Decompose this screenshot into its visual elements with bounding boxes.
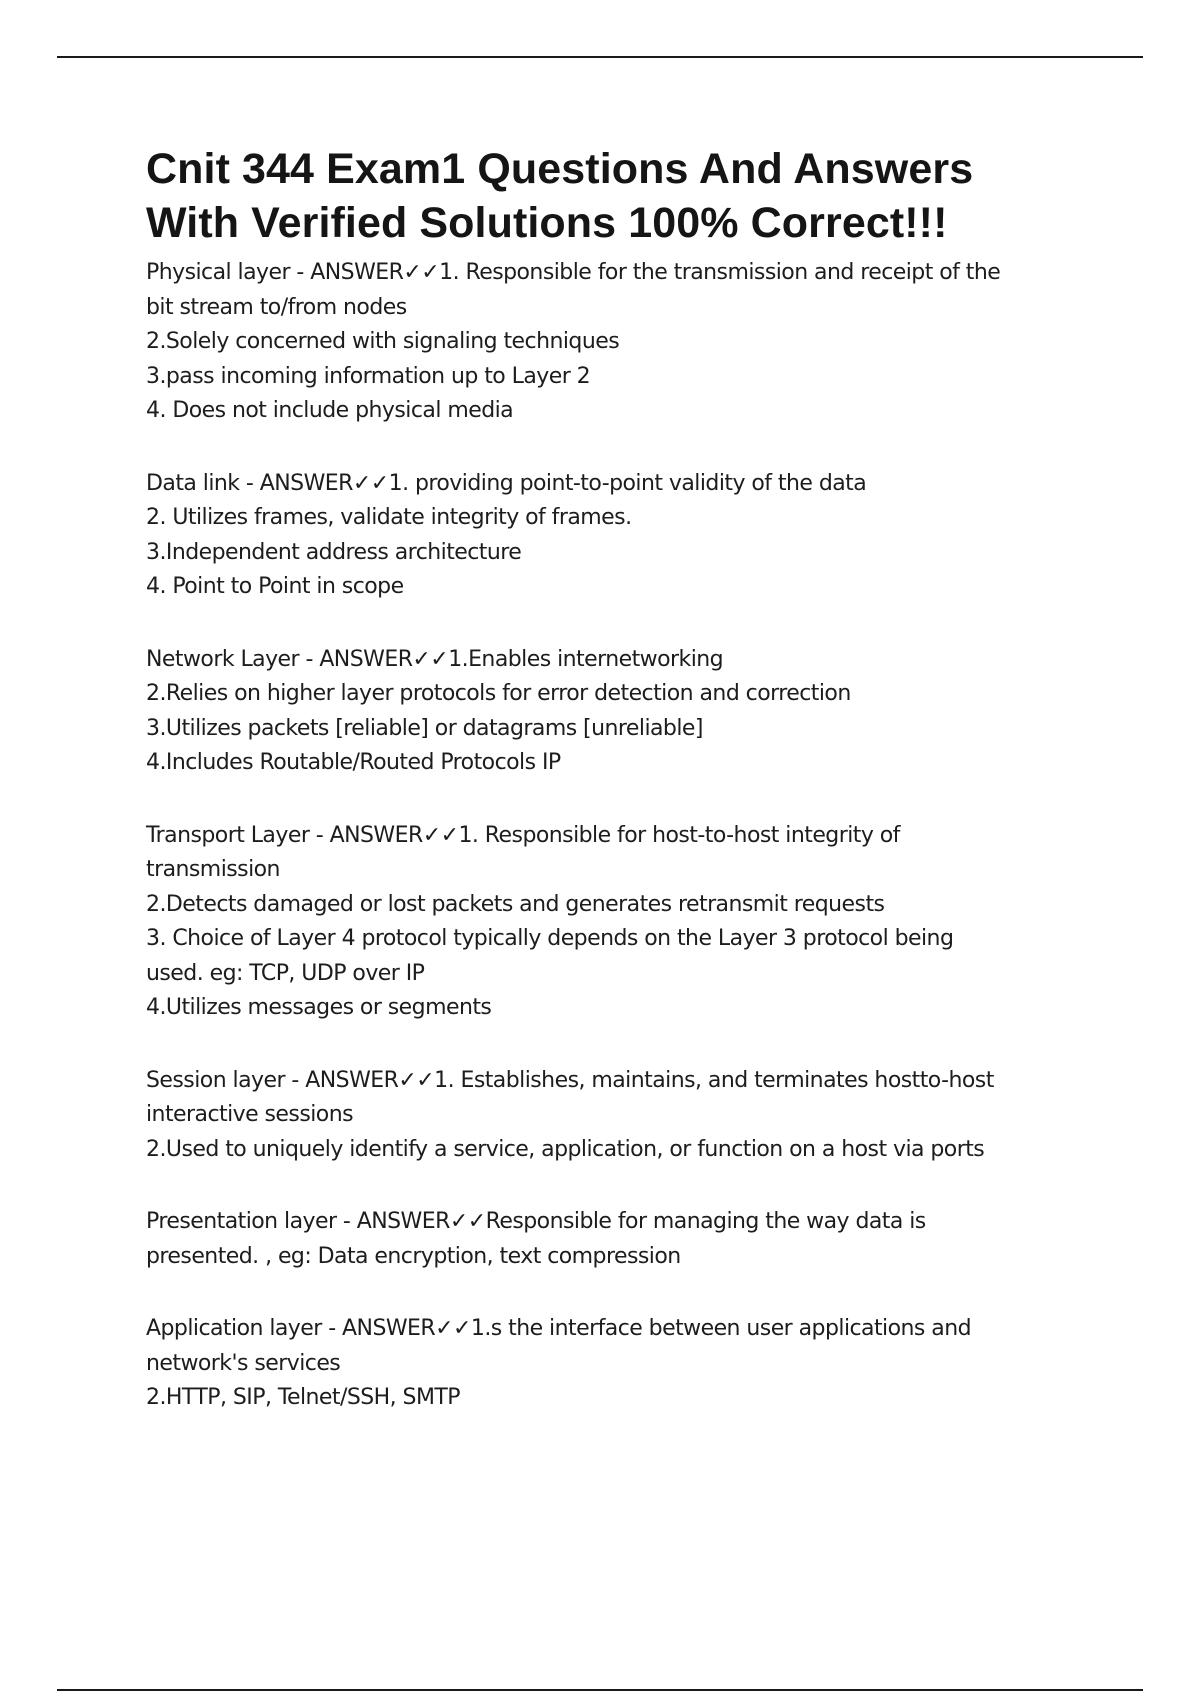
bottom-divider: [57, 1689, 1143, 1691]
qa-line: Transport Layer - ANSWER✓✓1. Responsible for host-to-host integrity of: [146, 822, 900, 848]
qa-line: 4.Utilizes messages or segments: [146, 995, 492, 1020]
qa-line: 4.Includes Routable/Routed Protocols IP: [146, 750, 561, 775]
qa-line: Data link - ANSWER✓✓1. providing point-to-point validity of the data: [146, 470, 867, 496]
qa-line: network's services: [146, 1350, 341, 1376]
qa-line: 3.Independent address architecture: [146, 539, 522, 565]
qa-entry-network-layer: [146, 643, 1106, 781]
qa-line: Session layer - ANSWER✓✓1. Establishes, maintains, and terminates hostto-host: [146, 1067, 994, 1093]
qa-entry-presentation-layer: [146, 1205, 1106, 1274]
title-line: Cnit 344 Exam1 Questions And Answers: [146, 145, 974, 193]
qa-line: 4. Does not include physical media: [146, 398, 514, 423]
qa-entry-physical-layer: [146, 256, 1106, 429]
document-title: [146, 142, 1106, 250]
qa-line: bit stream to/from nodes: [146, 294, 407, 320]
qa-line: 2. Utilizes frames, validate integrity of frames.: [146, 505, 632, 530]
qa-line: 2.Relies on higher layer protocols for error detection and correction: [146, 681, 851, 706]
qa-line: Presentation layer - ANSWER✓✓Responsible for managing the way data is: [146, 1209, 926, 1234]
qa-line: presented. , eg: Data encryption, text compression: [146, 1243, 681, 1269]
document-body: [146, 142, 1106, 1454]
qa-line: used. eg: TCP, UDP over IP: [146, 960, 425, 986]
qa-entry-data-link: [146, 467, 1106, 605]
qa-line: Application layer - ANSWER✓✓1.s the interface between user applications and: [146, 1316, 972, 1341]
qa-line: Physical layer - ANSWER✓✓1. Responsible for the transmission and receipt of the: [146, 260, 1001, 285]
qa-line: 2.HTTP, SIP, Telnet/SSH, SMTP: [146, 1385, 461, 1410]
qa-line: Network Layer - ANSWER✓✓1.Enables internetworking: [146, 646, 724, 672]
qa-entry-transport-layer: [146, 819, 1106, 1026]
qa-entry-application-layer: [146, 1312, 1106, 1416]
qa-line: interactive sessions: [146, 1102, 354, 1127]
qa-entry-session-layer: [146, 1064, 1106, 1168]
qa-list: [146, 256, 1106, 1416]
qa-line: 2.Solely concerned with signaling techniques: [146, 329, 620, 354]
title-line: With Verified Solutions 100% Correct!!!: [146, 199, 948, 247]
qa-line: 2.Used to uniquely identify a service, application, or function on a host via ports: [146, 1136, 985, 1162]
top-divider: [57, 56, 1143, 58]
qa-line: 4. Point to Point in scope: [146, 574, 404, 599]
qa-line: 2.Detects damaged or lost packets and generates retransmit requests: [146, 891, 885, 917]
qa-line: 3. Choice of Layer 4 protocol typically depends on the Layer 3 protocol being: [146, 926, 954, 951]
qa-line: 3.Utilizes packets [reliable] or datagrams [unreliable]: [146, 715, 703, 741]
qa-line: transmission: [146, 857, 280, 882]
qa-line: 3.pass incoming information up to Layer 2: [146, 363, 591, 389]
